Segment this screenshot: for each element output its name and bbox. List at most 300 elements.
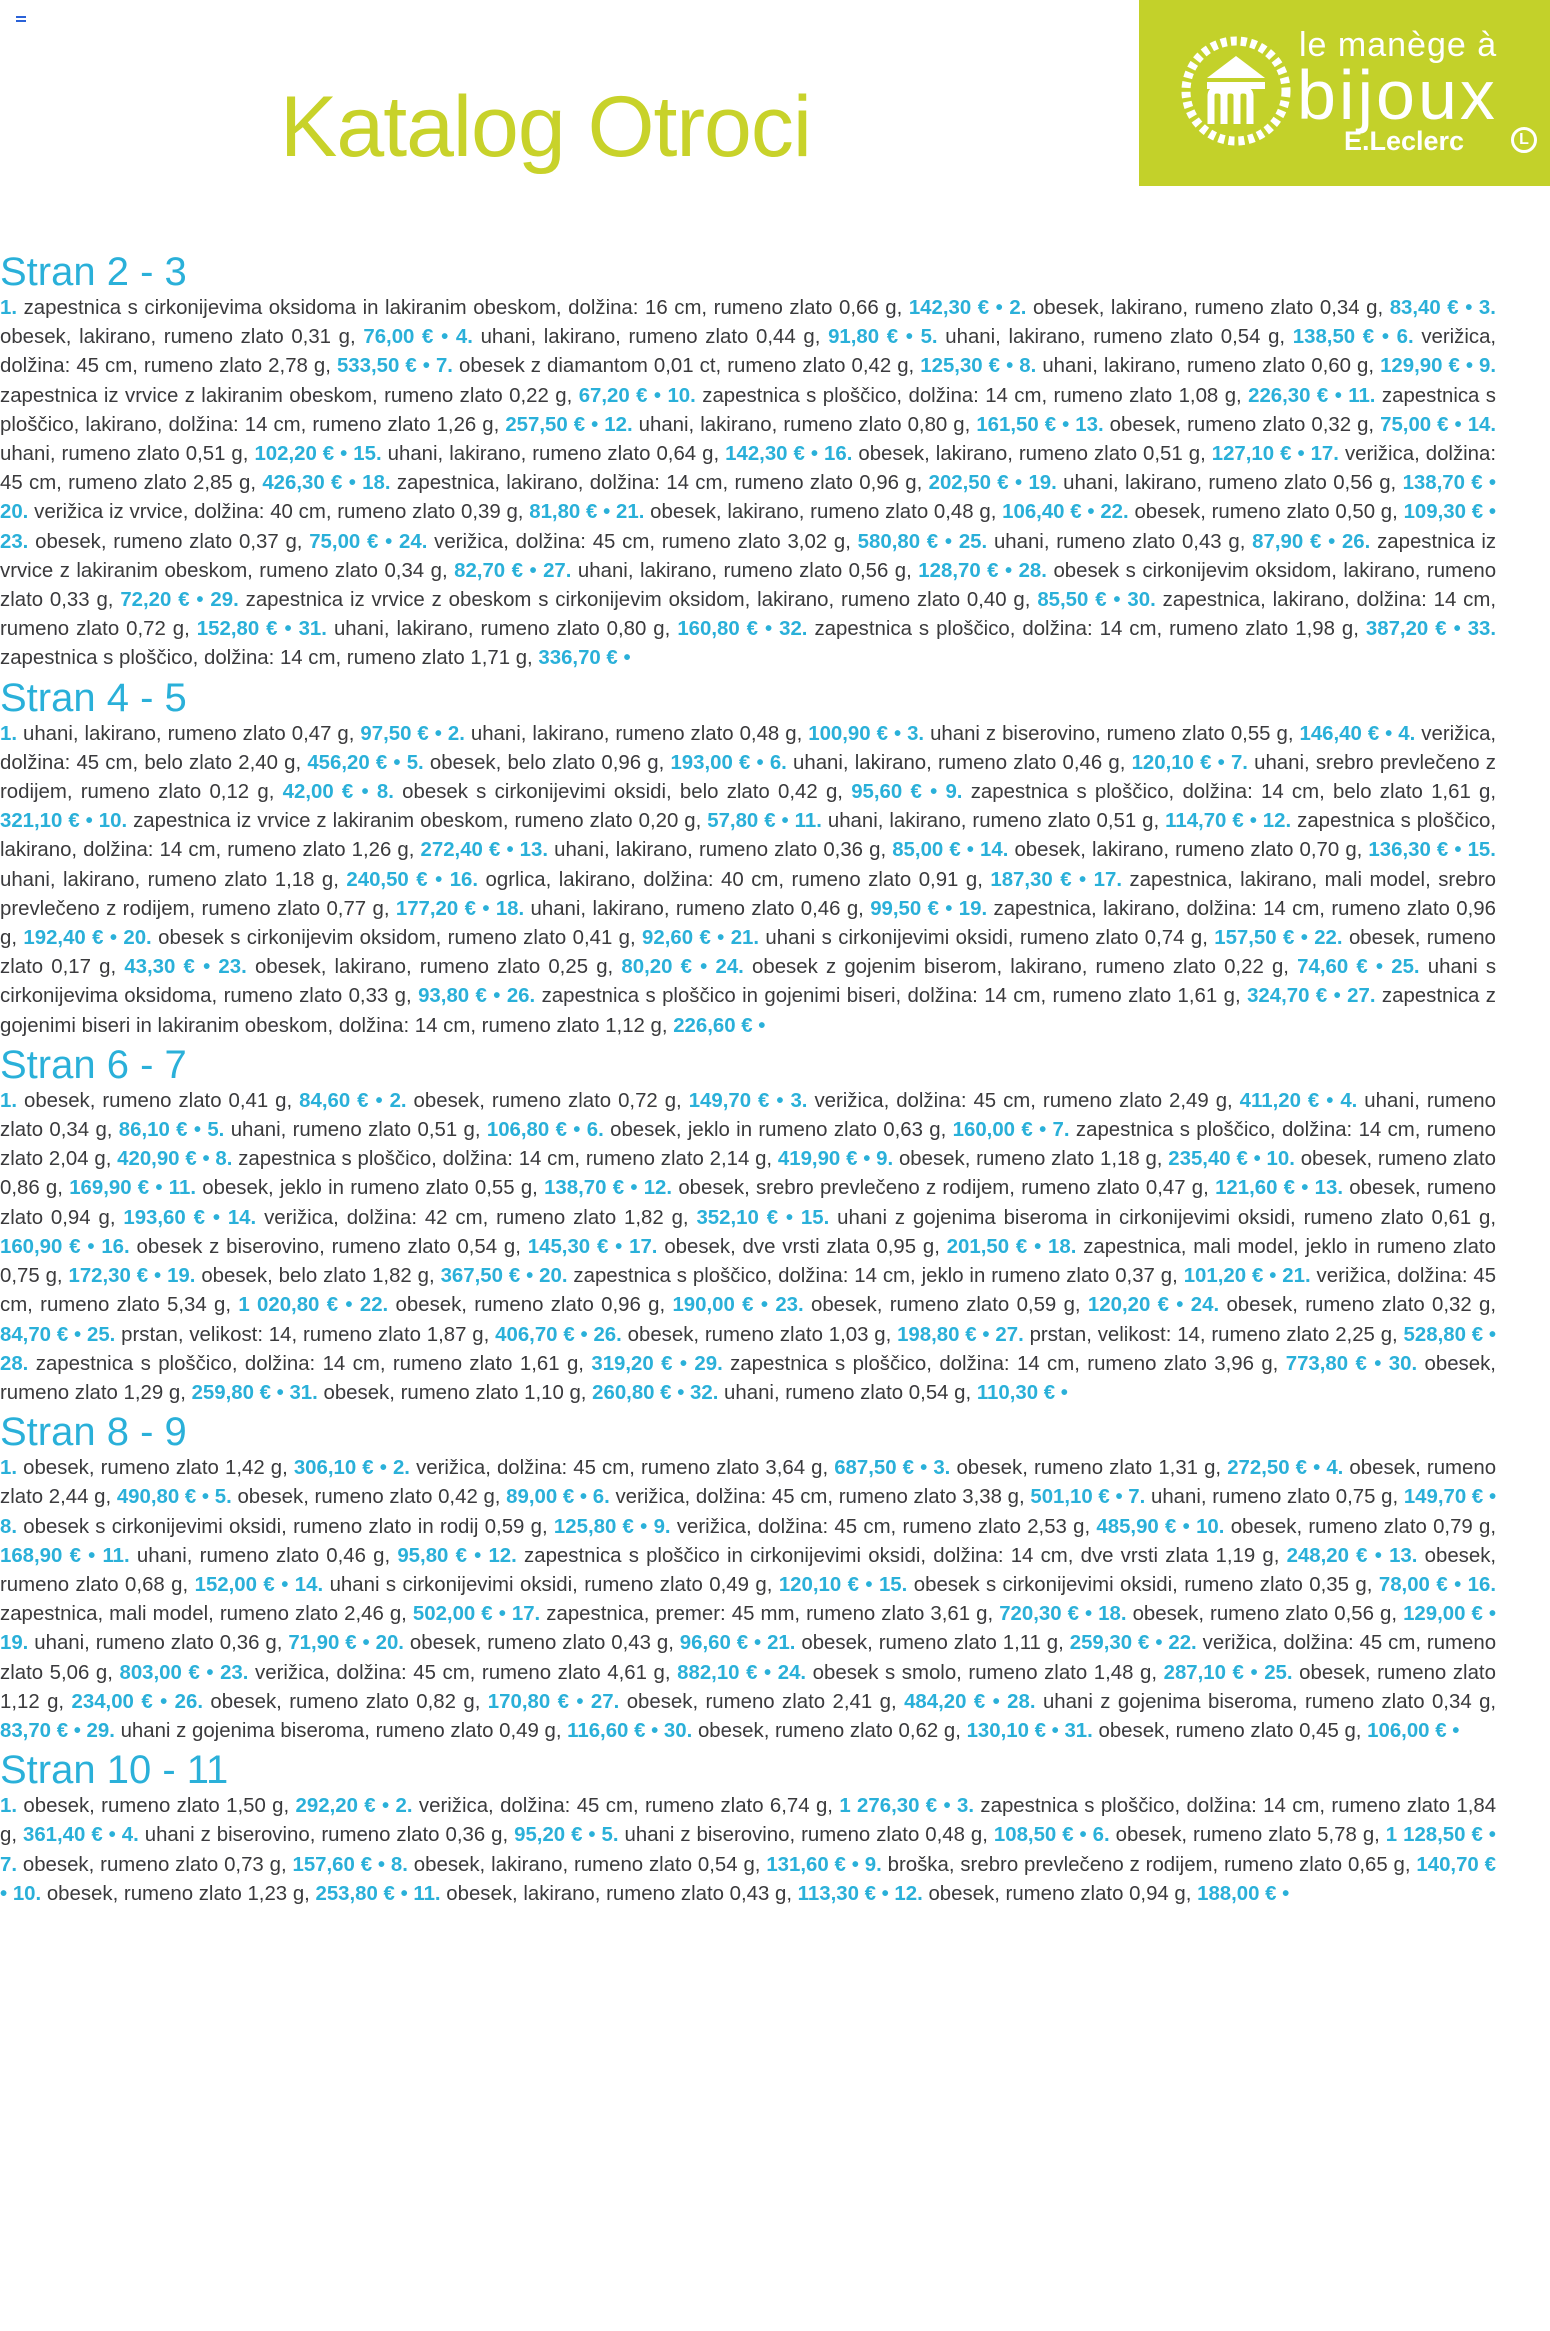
item-price: 234,00 <box>71 1690 134 1713</box>
bullet-separator: • <box>1313 1457 1321 1480</box>
currency-symbol: € <box>1429 1573 1448 1596</box>
item-description: obesek z gojenim biserom, lakirano, rumeno zlato 0,22 g, <box>752 956 1289 979</box>
item-description: obesek, rumeno zlato 0,72 g, <box>413 1089 682 1112</box>
item-price: 253,80 <box>315 1882 378 1905</box>
catalog-item <box>207 1119 580 1141</box>
item-number: 19. <box>958 897 988 920</box>
item-price: 324,70 <box>1247 985 1310 1008</box>
bullet-separator: • <box>580 1323 588 1346</box>
item-description: uhani, rumeno zlato 0,75 g, <box>1150 1486 1399 1509</box>
item-number: 4. <box>1326 1457 1344 1480</box>
item-number: 30. <box>1388 1352 1418 1375</box>
item-price: 78,00 <box>1378 1573 1430 1596</box>
item-price: 138,50 <box>1292 326 1356 349</box>
catalog-item <box>450 869 1086 891</box>
currency-symbol: € <box>259 618 278 641</box>
item-price: 142,30 <box>908 297 972 319</box>
currency-symbol: € <box>896 1457 915 1480</box>
item-price: 57,80 <box>707 810 759 833</box>
item-price: 226,60 <box>673 1014 736 1037</box>
currency-symbol: € <box>1355 326 1375 349</box>
bullet-separator: • <box>1269 1265 1277 1288</box>
item-price: 86,10 <box>118 1119 170 1142</box>
bullet-separator: • <box>203 956 211 979</box>
bullet-separator: • <box>966 839 974 862</box>
bullet-separator: • <box>630 1177 638 1200</box>
catalog-item <box>593 1486 1123 1508</box>
bullet-separator: • <box>1297 443 1305 466</box>
catalog-section <box>0 1042 1497 1408</box>
bullet-separator: • <box>435 868 443 891</box>
bullet-separator: • <box>851 1853 859 1876</box>
bullet-separator: • <box>385 530 393 553</box>
item-description: zapestnica, mali model, jeklo in rumeno zlato 0,75 g, <box>0 1235 1496 1288</box>
item-number: 3. <box>790 1089 808 1112</box>
leclerc-mark-icon: L <box>1511 127 1537 153</box>
catalog-item <box>1009 297 1472 319</box>
item-description: verižica, dolžina: 45 cm, rumeno zlato 6,74 g, <box>418 1795 833 1818</box>
bullet-separator: • <box>400 1882 408 1905</box>
bullet-separator: • <box>193 1119 201 1142</box>
currency-symbol: € <box>557 1323 575 1346</box>
bullet-separator: • <box>1176 1294 1184 1317</box>
item-price: 161,50 <box>976 413 1039 436</box>
bullet-separator: • <box>944 530 953 553</box>
catalog-item <box>289 1382 684 1404</box>
item-number: 25. <box>86 1323 116 1346</box>
catalog-item <box>413 1883 888 1905</box>
item-number: 4. <box>1398 722 1416 745</box>
item-number: 31. <box>1064 1719 1093 1742</box>
currency-symbol: € <box>870 722 888 745</box>
item-description: uhani, lakirano, rumeno zlato 0,80 g, <box>638 413 971 436</box>
item-number: 1. <box>0 297 18 319</box>
item-price: 131,60 <box>766 1853 829 1876</box>
item-price: 125,30 <box>920 355 983 378</box>
section-title: Stran 6 - 7 <box>0 1042 187 1087</box>
bullet-separator: • <box>362 1632 370 1655</box>
item-number: 5. <box>601 1824 619 1847</box>
item-number: 14. <box>980 839 1009 862</box>
currency-symbol: € <box>1430 839 1449 862</box>
bullet-separator: • <box>810 443 819 466</box>
bullet-separator: • <box>764 1661 772 1684</box>
item-number: 7. <box>1052 1119 1070 1142</box>
item-price: 235,40 <box>1168 1148 1231 1171</box>
bullet-separator: • <box>1250 1661 1258 1684</box>
item-number: 15. <box>1467 839 1496 862</box>
bullet-separator: • <box>155 1177 163 1200</box>
item-description: uhani, rumeno zlato 0,36 g, <box>34 1632 283 1655</box>
currency-symbol: € <box>1309 985 1328 1008</box>
catalog-content <box>0 252 1496 1913</box>
item-number: 3. <box>907 722 925 745</box>
item-number: 5. <box>214 1486 232 1509</box>
currency-symbol: € <box>616 1515 634 1538</box>
bullet-separator: • <box>493 985 501 1008</box>
bullet-separator: • <box>281 1573 289 1596</box>
item-description: obesek, rumeno zlato 0,94 g, <box>0 1177 1497 1229</box>
item-description: zapestnica iz vrvice z obeskom s cirkonijevim oksidom, lakirano, rumeno zlato 0,40 g, <box>245 589 1031 612</box>
item-description: obesek, rumeno zlato 0,79 g, <box>1230 1515 1497 1538</box>
item-description: obesek, rumeno zlato 1,11 g, <box>801 1632 1064 1655</box>
bullet-separator: • <box>1249 810 1257 833</box>
item-number: 8. <box>215 1148 233 1171</box>
catalog-item <box>0 297 1003 319</box>
item-price: 149,70 <box>1403 1486 1467 1509</box>
item-price: 157,50 <box>1214 927 1277 950</box>
bullet-separator: • <box>1034 1235 1042 1258</box>
bullet-separator: • <box>212 1206 220 1229</box>
currency-symbol: € <box>902 781 922 804</box>
item-price: 773,80 <box>1285 1352 1349 1375</box>
item-description: obesek, rumeno zlato 1,18 g, <box>898 1148 1163 1171</box>
item-price: 160,80 <box>677 618 740 641</box>
item-description: obesek s cirkonijevim oksidom, rumeno zlato 0,41 g, <box>158 927 636 950</box>
catalog-item <box>1028 472 1496 494</box>
item-price: 720,30 <box>999 1603 1062 1626</box>
item-price: 85,00 <box>892 839 944 862</box>
item-description: uhani, lakirano, rumeno zlato 0,44 g, <box>480 326 821 349</box>
item-price: 120,20 <box>1087 1294 1151 1317</box>
bullet-separator: • <box>160 1690 168 1713</box>
item-price: 528,80 <box>1403 1323 1466 1346</box>
catalog-item <box>362 472 1022 494</box>
currency-symbol: € <box>971 297 990 319</box>
item-number: 1. <box>0 722 18 745</box>
item-description: obesek, rumeno zlato 0,37 g, <box>35 530 303 553</box>
item-description: obesek, lakirano, rumeno zlato 0,48 g, <box>650 501 997 524</box>
currency-symbol: € <box>333 781 354 804</box>
currency-symbol: € <box>1009 1235 1028 1258</box>
item-number: 20. <box>0 501 29 524</box>
item-description: uhani s cirkonijevimi oksidi, rumeno zlato 0,74 g, <box>765 927 1208 950</box>
catalog-item <box>488 1545 1381 1567</box>
bullet-separator: • <box>87 1235 95 1258</box>
currency-symbol: € <box>1348 1352 1367 1375</box>
currency-symbol: € <box>350 1089 369 1112</box>
item-number: 29. <box>210 589 239 612</box>
catalog-item <box>1100 501 1496 523</box>
item-price: 406,70 <box>495 1323 558 1346</box>
catalog-item <box>1064 1720 1459 1742</box>
item-description: zapestnica s ploščico, dolžina: 14 cm, rumeno zlato 1,98 g, <box>814 618 1359 641</box>
item-number: 24. <box>715 956 744 979</box>
bullet-separator: • <box>579 1486 588 1509</box>
currency-symbol: € <box>921 897 939 920</box>
catalog-item <box>175 1691 584 1713</box>
catalog-item <box>602 1824 1087 1846</box>
item-description: prstan, velikost: 14, rumeno zlato 1,87 g, <box>121 1323 490 1346</box>
item-description: broška, srebro prevlečeno z rodijem, rumeno zlato 0,65 g, <box>887 1853 1411 1876</box>
item-description: uhani s cirkonijevima oksidoma, rumeno zlato 0,33 g, <box>0 956 1497 1008</box>
bullet-separator: • <box>284 618 292 641</box>
item-description: zapestnica s ploščico, dolžina: 14 cm, rumeno zlato 3,96 g, <box>730 1352 1279 1375</box>
bullet-separator: • <box>340 443 348 466</box>
item-number: 9. <box>864 1853 882 1876</box>
catalog-item <box>215 1148 870 1170</box>
bullet-separator: • <box>1004 559 1013 582</box>
item-price: 803,00 <box>119 1661 182 1684</box>
bullet-separator: • <box>576 1690 584 1713</box>
item-price: 75,00 <box>309 530 361 553</box>
bullet-separator: • <box>1465 355 1473 378</box>
item-description: obesek, rumeno zlato 0,56 g, <box>1132 1603 1398 1626</box>
bullet-separator: • <box>764 618 773 641</box>
item-price: 226,30 <box>1248 384 1311 407</box>
item-number: 12. <box>604 413 633 436</box>
catalog-item <box>907 723 1392 745</box>
item-number: 4. <box>455 326 473 349</box>
item-price: 259,80 <box>191 1381 254 1404</box>
item-number: 9. <box>653 1515 671 1538</box>
item-number: 10. <box>667 384 696 407</box>
currency-symbol: € <box>1300 1089 1320 1112</box>
item-price: 83,40 <box>1389 297 1441 319</box>
item-price: 120,10 <box>778 1573 842 1596</box>
catalog-item <box>0 1090 383 1112</box>
item-price: 71,90 <box>288 1632 340 1655</box>
bullet-separator: • <box>591 413 599 436</box>
bullet-separator: • <box>441 326 449 349</box>
bullet-separator: • <box>677 1381 685 1404</box>
item-description: uhani, lakirano, rumeno zlato 1,18 g, <box>0 868 339 891</box>
bullet-separator: • <box>893 722 902 745</box>
item-description: obesek s cirkonijevimi oksidi, belo zlato 0,42 g, <box>402 781 843 804</box>
item-description: obesek, jeklo in rumeno zlato 0,63 g, <box>610 1119 947 1142</box>
item-number: 25. <box>958 530 988 553</box>
catalog-item <box>215 1486 587 1508</box>
item-price: 292,20 <box>295 1795 358 1818</box>
item-description: uhani, rumeno zlato 0,46 g, <box>136 1544 391 1567</box>
bullet-separator: • <box>348 472 356 495</box>
bullet-separator: • <box>623 647 631 670</box>
bullet-separator: • <box>1062 413 1070 436</box>
currency-symbol: € <box>408 868 428 891</box>
item-number: 32. <box>779 618 808 641</box>
item-description: ogrlica, lakirano, dolžina: 40 cm, rumeno zlato 0,91 g, <box>485 868 983 891</box>
item-price: 42,00 <box>282 781 334 804</box>
item-price: 160,00 <box>952 1119 1016 1142</box>
catalog-item <box>376 1632 762 1654</box>
bullet-separator: • <box>905 326 913 349</box>
item-description: zapestnica, premer: 45 mm, rumeno zlato 3,61 g, <box>546 1603 994 1626</box>
section-title: Stran 8 - 9 <box>0 1410 187 1455</box>
item-description: obesek, rumeno zlato 1,12 g, <box>0 1661 1496 1713</box>
item-number: 13. <box>519 839 549 862</box>
currency-symbol: € <box>1431 413 1449 436</box>
item-price: 136,30 <box>1368 839 1431 862</box>
item-number: 18. <box>1048 1235 1077 1258</box>
item-price: 129,00 <box>1403 1603 1466 1626</box>
currency-symbol: € <box>357 1795 376 1818</box>
bullet-separator: • <box>1155 1632 1163 1655</box>
item-price: 201,50 <box>946 1235 1010 1258</box>
item-description: obesek, rumeno zlato 0,32 g, <box>1109 413 1375 436</box>
item-number: 13. <box>1075 413 1104 436</box>
bullet-separator: • <box>1381 326 1389 349</box>
item-number: 16. <box>824 443 853 466</box>
currency-symbol: € <box>739 1661 758 1684</box>
item-number: 25. <box>1264 1661 1293 1684</box>
catalog-item <box>0 531 392 553</box>
catalog-item <box>1075 414 1461 436</box>
item-price: 142,30 <box>725 443 788 466</box>
item-description: zapestnica s ploščico, dolžina: 14 cm, rumeno zlato 2,14 g, <box>238 1148 773 1171</box>
catalog-item <box>0 1632 370 1654</box>
item-price: 192,40 <box>23 927 86 950</box>
item-number: 30. <box>1127 589 1156 612</box>
item-price: 319,20 <box>591 1352 654 1375</box>
item-number: 33. <box>1467 618 1497 641</box>
bullet-separator: • <box>73 1719 81 1742</box>
bullet-separator: • <box>995 297 1003 319</box>
bullet-separator: • <box>1333 985 1341 1008</box>
bullet-separator: • <box>1374 1352 1382 1375</box>
item-description: obesek, rumeno zlato 0,50 g, <box>1134 501 1398 524</box>
item-description: uhani, rumeno zlato 0,51 g, <box>230 1119 481 1142</box>
item-price: 84,70 <box>0 1323 52 1346</box>
bullet-separator: • <box>422 355 430 378</box>
catalog-item <box>933 1457 1320 1479</box>
currency-symbol: € <box>1361 722 1380 745</box>
currency-symbol: € <box>1028 1719 1046 1742</box>
item-number: 5. <box>207 1119 225 1142</box>
item-description: obesek, rumeno zlato 0,94 g, <box>928 1882 1192 1905</box>
currency-symbol: € <box>502 1265 521 1288</box>
item-price: 95,20 <box>514 1824 566 1847</box>
currency-symbol: € <box>1193 751 1212 774</box>
item-description: verižica, dolžina: 45 cm, rumeno zlato 5,34 g, <box>0 1265 1497 1317</box>
currency-symbol: € <box>411 722 429 745</box>
catalog-item <box>448 723 901 745</box>
catalog-item <box>824 443 1305 465</box>
catalog-item <box>694 1353 1381 1375</box>
item-description: obesek, rumeno zlato 0,96 g, <box>395 1294 666 1317</box>
catalog-item <box>391 1854 859 1876</box>
item-number: 19. <box>167 1265 196 1288</box>
currency-symbol: € <box>130 1265 149 1288</box>
section-title: Stran 4 - 5 <box>0 675 187 720</box>
bullet-separator: • <box>653 384 662 407</box>
bullet-separator: • <box>1454 1573 1462 1596</box>
catalog-item <box>667 385 1341 407</box>
item-description: verižica, dolžina: 45 cm, rumeno zlato 3,64 g, <box>416 1457 829 1480</box>
item-number: 7. <box>0 1853 18 1876</box>
item-description: obesek, lakirano, rumeno zlato 0,54 g, <box>413 1853 761 1876</box>
item-price: 106,40 <box>1002 501 1065 524</box>
bullet-separator: • <box>1488 1486 1497 1509</box>
item-price: 85,50 <box>1037 589 1089 612</box>
currency-symbol: € <box>377 1882 395 1905</box>
bullet-separator: • <box>679 1352 687 1375</box>
item-number: 14. <box>294 1573 324 1596</box>
item-price: 187,30 <box>990 868 1053 891</box>
catalog-section <box>0 1412 1496 1746</box>
currency-symbol: € <box>1465 501 1484 524</box>
bullet-separator: • <box>781 810 789 833</box>
currency-symbol: € <box>51 1323 69 1346</box>
item-description: zapestnica s ploščico, dolžina: 14 cm, belo zlato 1,61 g, <box>970 781 1497 804</box>
item-price: 96,60 <box>679 1632 731 1655</box>
catalog-item <box>407 752 764 774</box>
bullet-separator: • <box>377 1853 386 1876</box>
item-price: 501,10 <box>1030 1486 1093 1509</box>
item-price: 306,10 <box>293 1457 357 1480</box>
item-price: 116,60 <box>567 1719 629 1742</box>
item-price: 87,90 <box>1252 530 1304 553</box>
bullet-separator: • <box>85 810 93 833</box>
section-title: Stran 2 - 3 <box>0 250 187 294</box>
currency-symbol: € <box>179 1148 197 1171</box>
item-description: zapestnica s ploščico, dolžina: 14 cm, rumeno zlato 1,08 g, <box>702 384 1242 407</box>
currency-symbol: € <box>787 443 805 466</box>
item-price: 687,50 <box>834 1457 897 1480</box>
item-description: obesek, rumeno zlato 1,50 g, <box>23 1795 290 1818</box>
item-price: 140,70 <box>1416 1853 1479 1876</box>
item-price: 367,50 <box>440 1265 503 1288</box>
item-number: 12. <box>894 1882 923 1905</box>
currency-symbol: € <box>133 1690 153 1713</box>
currency-symbol: € <box>567 413 586 436</box>
item-price: 257,50 <box>505 413 568 436</box>
bullet-separator: • <box>785 1206 794 1229</box>
item-description: uhani, lakirano, rumeno zlato 0,47 g, <box>23 722 355 745</box>
currency-symbol: € <box>1442 355 1460 378</box>
item-price: 168,90 <box>0 1544 63 1567</box>
item-price: 484,20 <box>904 1690 967 1713</box>
item-number: 28. <box>1007 1690 1036 1713</box>
currency-symbol: € <box>1465 1603 1483 1626</box>
item-price: 352,10 <box>696 1206 759 1229</box>
item-description: uhani z gojenima biseroma in cirkonijevimi oksidi, rumeno zlato 0,61 g, <box>837 1206 1497 1229</box>
page-corner-mark <box>16 16 26 22</box>
currency-symbol: € <box>828 1853 846 1876</box>
bullet-separator: • <box>1051 1719 1059 1742</box>
bullet-separator: • <box>0 1882 8 1905</box>
bullet-separator: • <box>1326 1089 1334 1112</box>
item-description: uhani, rumeno zlato 0,43 g, <box>993 530 1246 553</box>
catalog-item <box>353 443 818 465</box>
bullet-separator: • <box>754 1632 762 1655</box>
currency-symbol: € <box>354 1853 373 1876</box>
item-description: uhani, lakirano, rumeno zlato 0,46 g, <box>793 751 1126 774</box>
item-number: 9. <box>945 781 963 804</box>
item-description: zapestnica s ploščico, dolžina: 14 cm, rumeno zlato 1,84 g, <box>0 1795 1497 1847</box>
currency-symbol: € <box>565 1824 583 1847</box>
catalog-item <box>512 1603 1092 1625</box>
catalog-item <box>218 956 707 978</box>
item-description: obesek, dve vrsti zlata 0,95 g, <box>664 1235 940 1258</box>
currency-symbol: € <box>1310 384 1329 407</box>
item-price: 83,70 <box>0 1719 52 1742</box>
catalog-item <box>644 1177 1309 1199</box>
item-description: obesek z diamantom 0,01 ct, rumeno zlato 0,42 g, <box>459 355 915 378</box>
bullet-separator: • <box>1301 1177 1309 1200</box>
currency-symbol: € <box>1226 810 1244 833</box>
currency-symbol: € <box>654 1381 672 1404</box>
item-price: 129,90 <box>1380 355 1443 378</box>
bullet-separator: • <box>1488 1603 1497 1626</box>
item-number: 22. <box>1168 1632 1197 1655</box>
catalog-item <box>1019 355 1473 377</box>
catalog-item <box>0 501 610 523</box>
bullet-separator: • <box>1217 751 1225 774</box>
item-description: zapestnica, lakirano, dolžina: 14 cm, rumeno zlato 0,96 g, <box>0 897 1496 950</box>
item-number: 14. <box>1467 413 1497 436</box>
item-price: 108,50 <box>993 1824 1057 1847</box>
item-description: zapestnica iz vrvice z lakiranim obeskom, rumeno zlato 0,22 g, <box>0 384 573 407</box>
